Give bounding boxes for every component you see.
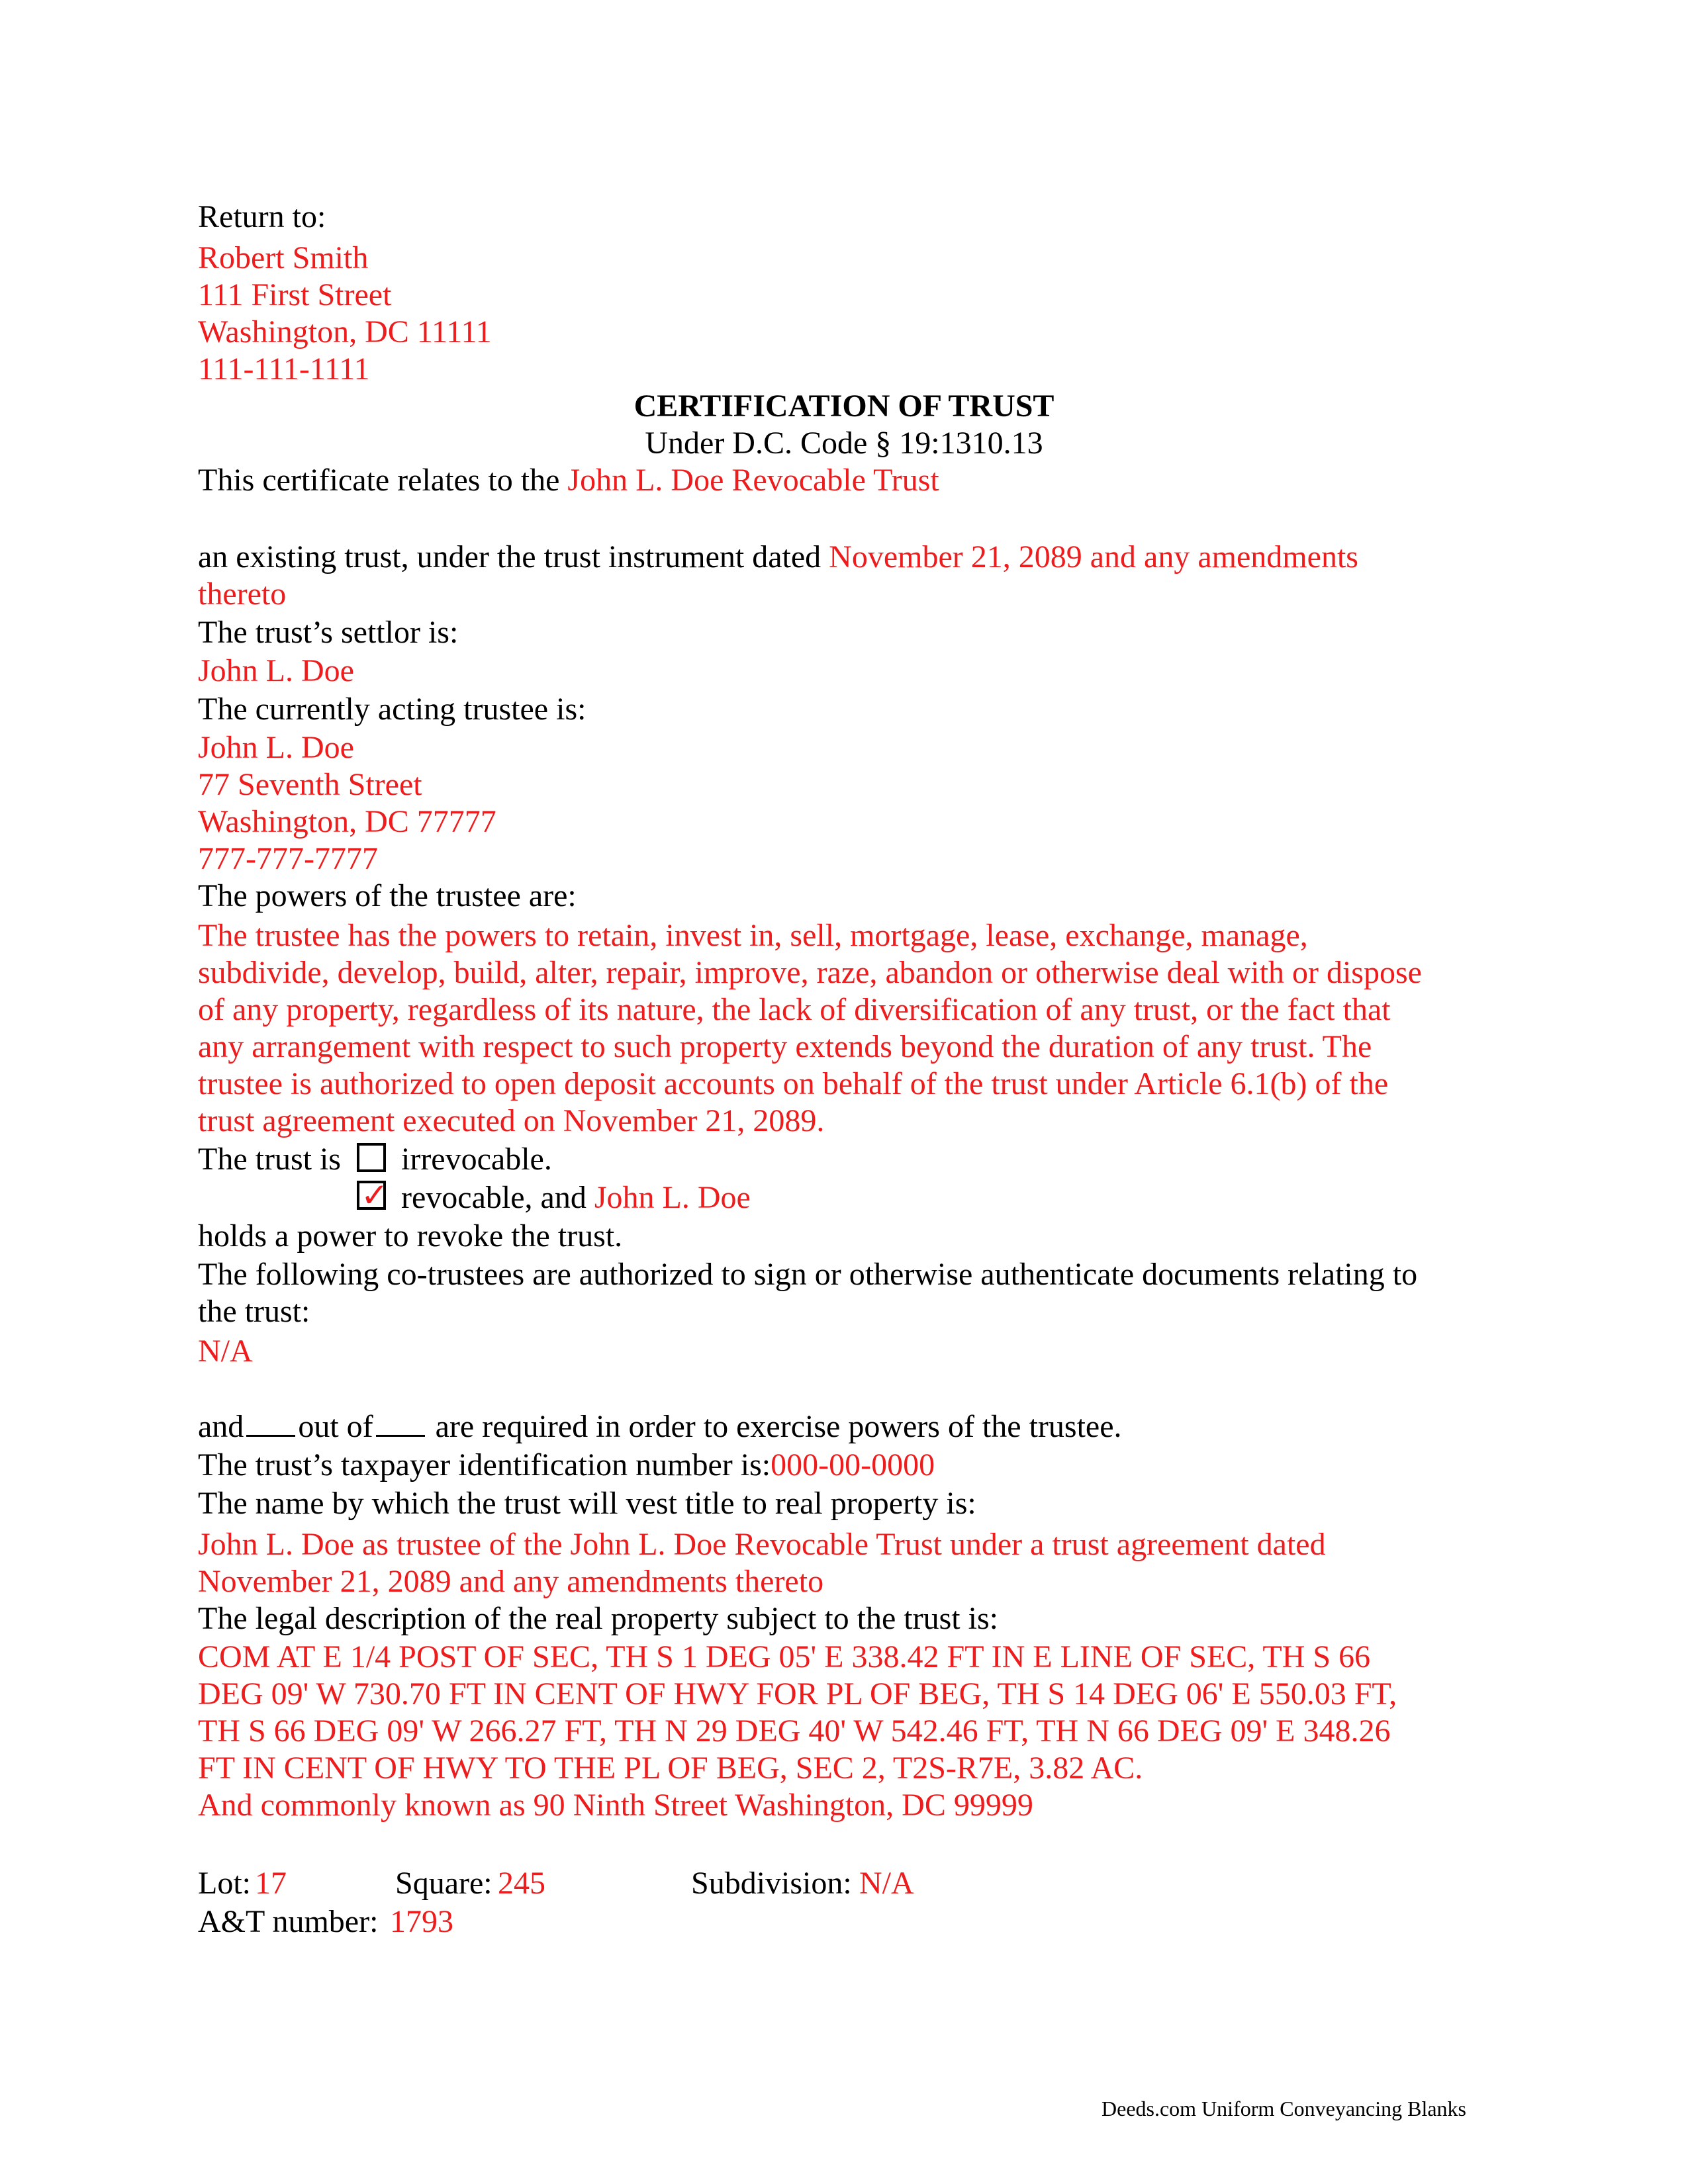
subdivision-label: Subdivision: — [691, 1866, 852, 1901]
blank-field[interactable] — [246, 1408, 295, 1437]
return-city: Washington, DC 11111 — [198, 314, 492, 349]
square-value: 245 — [498, 1866, 545, 1901]
revocable-label: revocable, and — [401, 1180, 586, 1215]
document-subtitle: Under D.C. Code § 19:1310.13 — [645, 426, 1043, 461]
footer-text: Deeds.com Uniform Conveyancing Blanks — [1102, 2097, 1466, 2120]
legal-label: The legal description of the real property subject to the trust is: — [198, 1601, 998, 1636]
exercise-line — [198, 1408, 1122, 1445]
at-label: A&T number: — [198, 1904, 379, 1939]
lot-value: 17 — [255, 1866, 287, 1901]
vest-label: The name by which the trust will vest title to real property is: — [198, 1486, 976, 1521]
powers-line: subdivide, develop, build, alter, repair, improve, raze, abandon or otherwise deal with or dispose — [198, 955, 1422, 990]
lot-label: Lot: — [198, 1866, 251, 1901]
revoker-name: John L. Doe — [594, 1180, 751, 1215]
instrument-line — [198, 539, 1358, 576]
relates-text: This certificate relates to the — [198, 463, 560, 498]
tin-label: The trust’s taxpayer identification number is: — [198, 1447, 771, 1482]
instrument-date: November 21, 2089 and any amendments — [829, 539, 1358, 574]
at-value: 1793 — [390, 1904, 453, 1939]
exercise-rest: are required in order to exercise powers of the trustee. — [435, 1409, 1122, 1444]
return-name: Robert Smith — [198, 240, 369, 275]
revocable-checkbox[interactable] — [357, 1176, 389, 1214]
blank-field[interactable] — [376, 1408, 425, 1437]
powers-line: any arrangement with respect to such property extends beyond the duration of any trust. The — [198, 1029, 1372, 1064]
settlor-name: John L. Doe — [198, 653, 354, 688]
exercise-out-of: out of — [298, 1409, 373, 1444]
instrument-text: an existing trust, under the trust instrument dated — [198, 539, 821, 574]
cotrustees-label-cont: the trust: — [198, 1294, 310, 1329]
legal-line: DEG 09' W 730.70 FT IN CENT OF HWY FOR PL OF BEG, TH S 14 DEG 06' E 550.03 FT, — [198, 1676, 1397, 1711]
legal-line: TH S 66 DEG 09' W 266.27 FT, TH N 29 DEG 40' W 542.46 FT, TH N 66 DEG 09' E 348.26 — [198, 1713, 1391, 1749]
legal-line: And commonly known as 90 Ninth Street Washington, DC 99999 — [198, 1788, 1033, 1823]
tin-line — [198, 1447, 935, 1484]
powers-line: trustee is authorized to open deposit accounts on behalf of the trust under Article 6.1(b) of the — [198, 1066, 1389, 1101]
settlor-label: The trust’s settlor is: — [198, 615, 459, 650]
trustee-phone: 777-777-7777 — [198, 841, 378, 876]
return-phone: 111-111-1111 — [198, 351, 370, 387]
return-street: 111 First Street — [198, 277, 392, 312]
trustee-label: The currently acting trustee is: — [198, 692, 586, 727]
cotrustees-label: The following co-trustees are authorized to sign or otherwise authenticate documents relating to — [198, 1257, 1418, 1292]
trustee-name: John L. Doe — [198, 730, 354, 765]
irrevocable-checkbox[interactable] — [357, 1143, 386, 1172]
trust-name: John L. Doe Revocable Trust — [567, 463, 939, 498]
trustee-street: 77 Seventh Street — [198, 767, 422, 802]
instrument-date-cont: thereto — [198, 576, 287, 612]
vest-line: John L. Doe as trustee of the John L. Doe Revocable Trust under a trust agreement dated — [198, 1527, 1326, 1562]
revoke-text: holds a power to revoke the trust. — [198, 1218, 623, 1253]
trustee-city: Washington, DC 77777 — [198, 804, 496, 839]
tin-value: 000-00-0000 — [771, 1447, 935, 1482]
checkmark-icon: ✓ — [361, 1176, 389, 1214]
irrevocable-label: irrevocable. — [401, 1142, 552, 1177]
square-label: Square: — [395, 1866, 492, 1901]
powers-label: The powers of the trustee are: — [198, 878, 577, 913]
trust-is-label: The trust is — [198, 1142, 341, 1177]
subdivision-value: N/A — [859, 1866, 914, 1901]
revocable-line — [401, 1179, 751, 1216]
document-title: CERTIFICATION OF TRUST — [633, 388, 1055, 424]
return-to-label: Return to: — [198, 199, 326, 234]
relates-line — [198, 462, 939, 499]
exercise-and: and — [198, 1409, 244, 1444]
legal-line: COM AT E 1/4 POST OF SEC, TH S 1 DEG 05' E 338.42 FT IN E LINE OF SEC, TH S 66 — [198, 1639, 1371, 1674]
vest-line: November 21, 2089 and any amendments thereto — [198, 1564, 824, 1599]
legal-line: FT IN CENT OF HWY TO THE PL OF BEG, SEC 2, T2S-R7E, 3.82 AC. — [198, 1751, 1143, 1786]
powers-line: trust agreement executed on November 21, 2089. — [198, 1103, 825, 1138]
powers-line: of any property, regardless of its nature, the lack of diversification of any trust, or the fact that — [198, 992, 1391, 1027]
cotrustees-value: N/A — [198, 1334, 253, 1369]
powers-line: The trustee has the powers to retain, invest in, sell, mortgage, lease, exchange, manage, — [198, 918, 1308, 953]
